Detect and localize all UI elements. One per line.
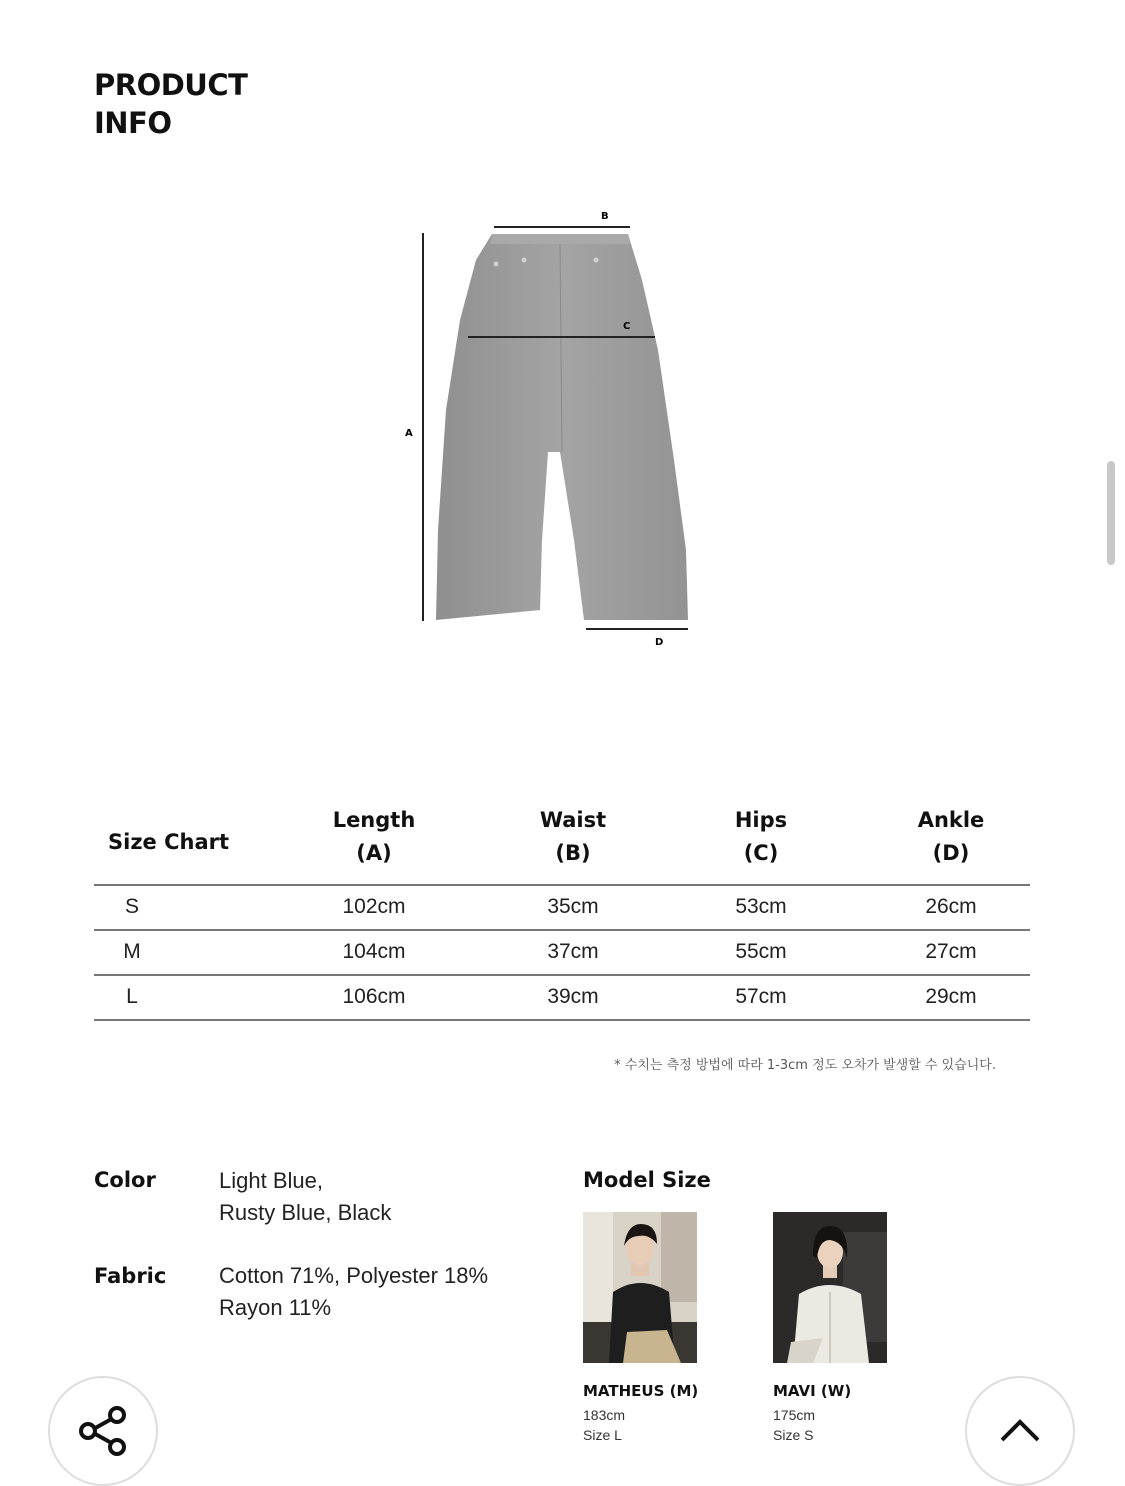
model-name: MAVI (W) — [773, 1382, 852, 1400]
column-header-ankle: Ankle (D) — [917, 808, 985, 865]
chevron-up-icon — [998, 1416, 1042, 1446]
size-cell: M — [123, 940, 141, 963]
measure-label-d: D — [655, 637, 664, 648]
page-title-line-1: PRODUCT — [94, 68, 248, 102]
hips-cell: 57cm — [735, 985, 787, 1008]
share-button[interactable] — [48, 1376, 158, 1486]
size-chart-table — [94, 800, 1030, 1021]
model-height: 183cm — [583, 1407, 626, 1423]
pants-measurement-diagram — [390, 200, 710, 660]
fabric-label: Fabric — [94, 1264, 167, 1288]
model-height: 175cm — [773, 1407, 816, 1423]
hips-cell: 55cm — [735, 940, 787, 963]
size-cell: L — [126, 985, 138, 1008]
ankle-cell: 27cm — [925, 940, 977, 963]
size-cell: S — [124, 895, 139, 918]
model-size: Size S — [773, 1427, 814, 1443]
page-title-line-2: INFO — [94, 106, 172, 140]
scroll-to-top-button[interactable] — [965, 1376, 1075, 1486]
color-label: Color — [94, 1168, 156, 1192]
size-chart-header — [94, 800, 1030, 886]
waist-cell: 39cm — [547, 985, 599, 1008]
measure-label-a: A — [405, 428, 413, 439]
hips-cell: 53cm — [735, 895, 787, 918]
model-meta — [583, 1405, 733, 1445]
column-header-waist: Waist (B) — [539, 808, 607, 865]
model-size: Size L — [583, 1427, 622, 1443]
color-value: Light Blue, Rusty Blue, Black — [219, 1168, 392, 1225]
column-header-hips: Hips (C) — [734, 808, 788, 865]
ankle-cell: 26cm — [925, 895, 977, 918]
fabric-value: Cotton 71%, Polyester 18% Rayon 11% — [219, 1263, 489, 1320]
waist-cell: 35cm — [547, 895, 599, 918]
model-card-matheus — [583, 1212, 733, 1445]
measurement-note: * 수치는 측정 방법에 따라 1-3cm 정도 오차가 발생할 수 있습니다. — [614, 1058, 996, 1073]
share-icon — [75, 1403, 131, 1459]
model-size-title: Model Size — [583, 1168, 711, 1192]
ankle-cell: 29cm — [925, 985, 977, 1008]
measure-label-b: B — [601, 211, 609, 222]
table-row — [94, 886, 1030, 931]
page-title — [94, 66, 354, 142]
model-photo-matheus — [583, 1212, 697, 1363]
waist-cell: 37cm — [547, 940, 599, 963]
length-cell: 106cm — [342, 985, 406, 1008]
model-photo-mavi — [773, 1212, 887, 1363]
length-cell: 104cm — [342, 940, 406, 963]
model-meta — [773, 1405, 923, 1445]
length-cell: 102cm — [342, 895, 406, 918]
model-card-mavi — [773, 1212, 923, 1445]
model-name: MATHEUS (M) — [583, 1382, 699, 1400]
table-row — [94, 976, 1030, 1021]
size-chart-label: Size Chart — [108, 830, 230, 854]
measure-label-c: C — [623, 321, 631, 332]
table-row — [94, 931, 1030, 976]
column-header-length: Length (A) — [332, 808, 416, 865]
scrollbar-thumb[interactable] — [1107, 461, 1115, 565]
